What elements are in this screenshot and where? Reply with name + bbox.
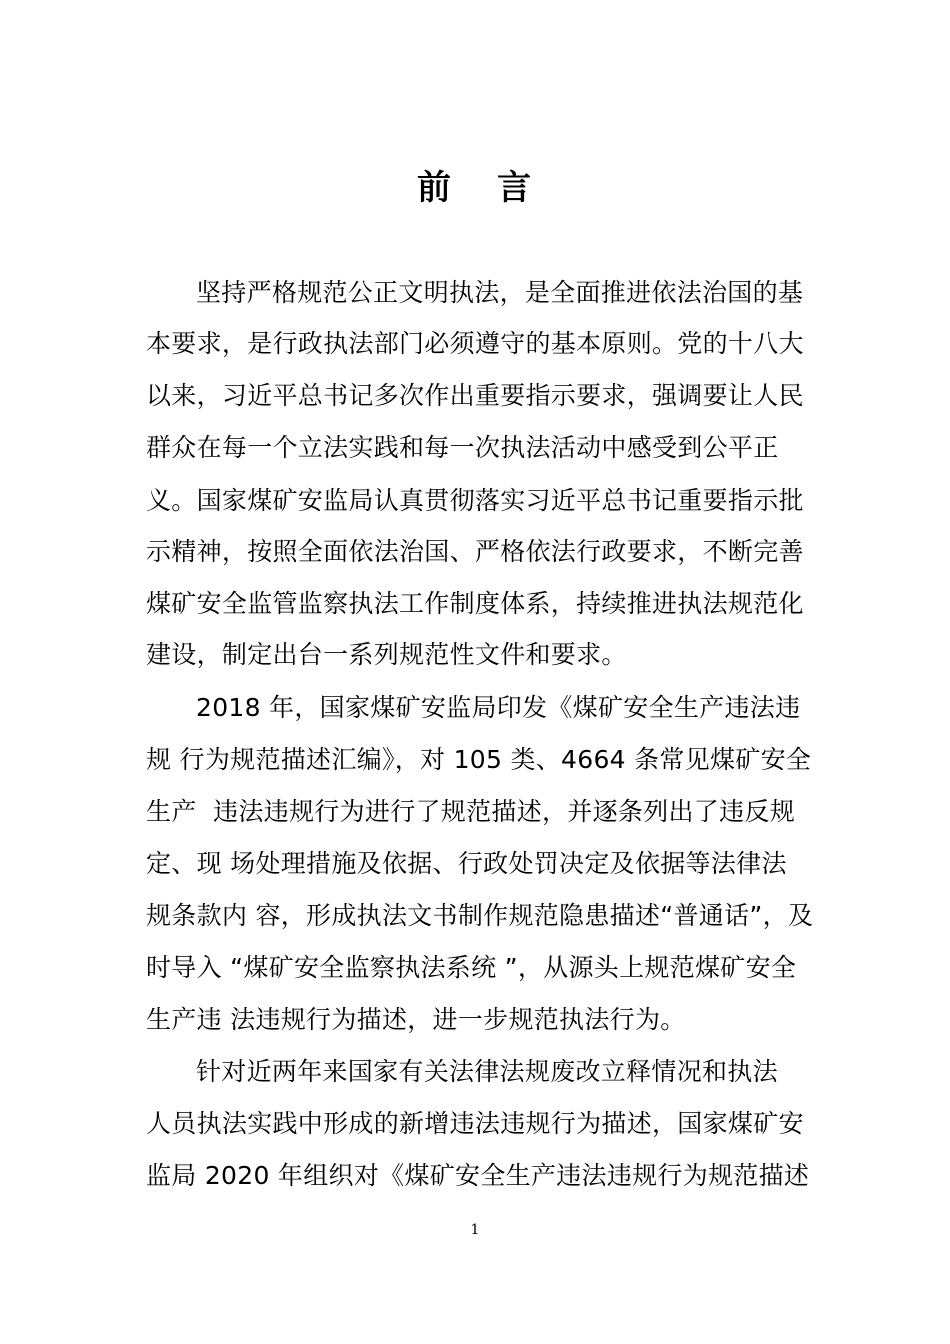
- text-line: 生产 违法违规行为进行了规范描述，并逐条列出了违反规: [146, 797, 795, 826]
- text-line: 监局 2020 年组织对《煤矿安全生产违法违规行为规范描述: [146, 1161, 810, 1190]
- text-line: 群众在每一个立法实践和每一次执法活动中感受到公平正: [146, 433, 779, 462]
- text-line: 生产违 法违规行为描述，进一步规范执法行为。: [146, 1005, 686, 1034]
- page-number: 1: [470, 1222, 480, 1238]
- page-title: [0, 168, 950, 208]
- text-line: 建设，制定出台一系列规范性文件和要求。: [146, 640, 627, 669]
- text-line: 针对近两年来国家有关法律法规废改立释情况和执法: [196, 1057, 778, 1086]
- title-char-1: 前: [417, 168, 453, 208]
- text-line: 以来，习近平总书记多次作出重要指示要求，强调要让人民: [146, 381, 804, 410]
- text-line: 人员执法实践中形成的新增违法违规行为描述，国家煤矿安: [146, 1109, 804, 1138]
- text-line: 时导入 “煤矿安全监察执法系统 ”，从源头上规范煤矿安全: [146, 953, 797, 982]
- text-line: 义。国家煤矿安监局认真贯彻落实习近平总书记重要指示批: [146, 486, 804, 515]
- text-line: 示精神，按照全面依法治国、严格依法行政要求，不断完善: [146, 537, 804, 566]
- text-line: 煤矿安全监管监察执法工作制度体系，持续推进执法规范化: [146, 589, 804, 618]
- text-line: 2018 年，国家煤矿安监局印发《煤矿安全生产违法违: [196, 693, 801, 722]
- text-line: 本要求，是行政执法部门必须遵守的基本原则。党的十八大: [146, 329, 804, 358]
- text-line: 坚持严格规范公正文明执法，是全面推进依法治国的基: [196, 278, 804, 307]
- text-line: 规条款内 容，形成执法文书制作规范隐患描述“普通话”，及: [146, 901, 814, 930]
- text-line: 规 行为规范描述汇编》，对 105 类、4664 条常见煤矿安全: [146, 745, 812, 774]
- text-line: 定、现 场处理措施及依据、行政处罚决定及依据等法律法: [146, 849, 787, 878]
- title-char-2: 言: [497, 168, 533, 208]
